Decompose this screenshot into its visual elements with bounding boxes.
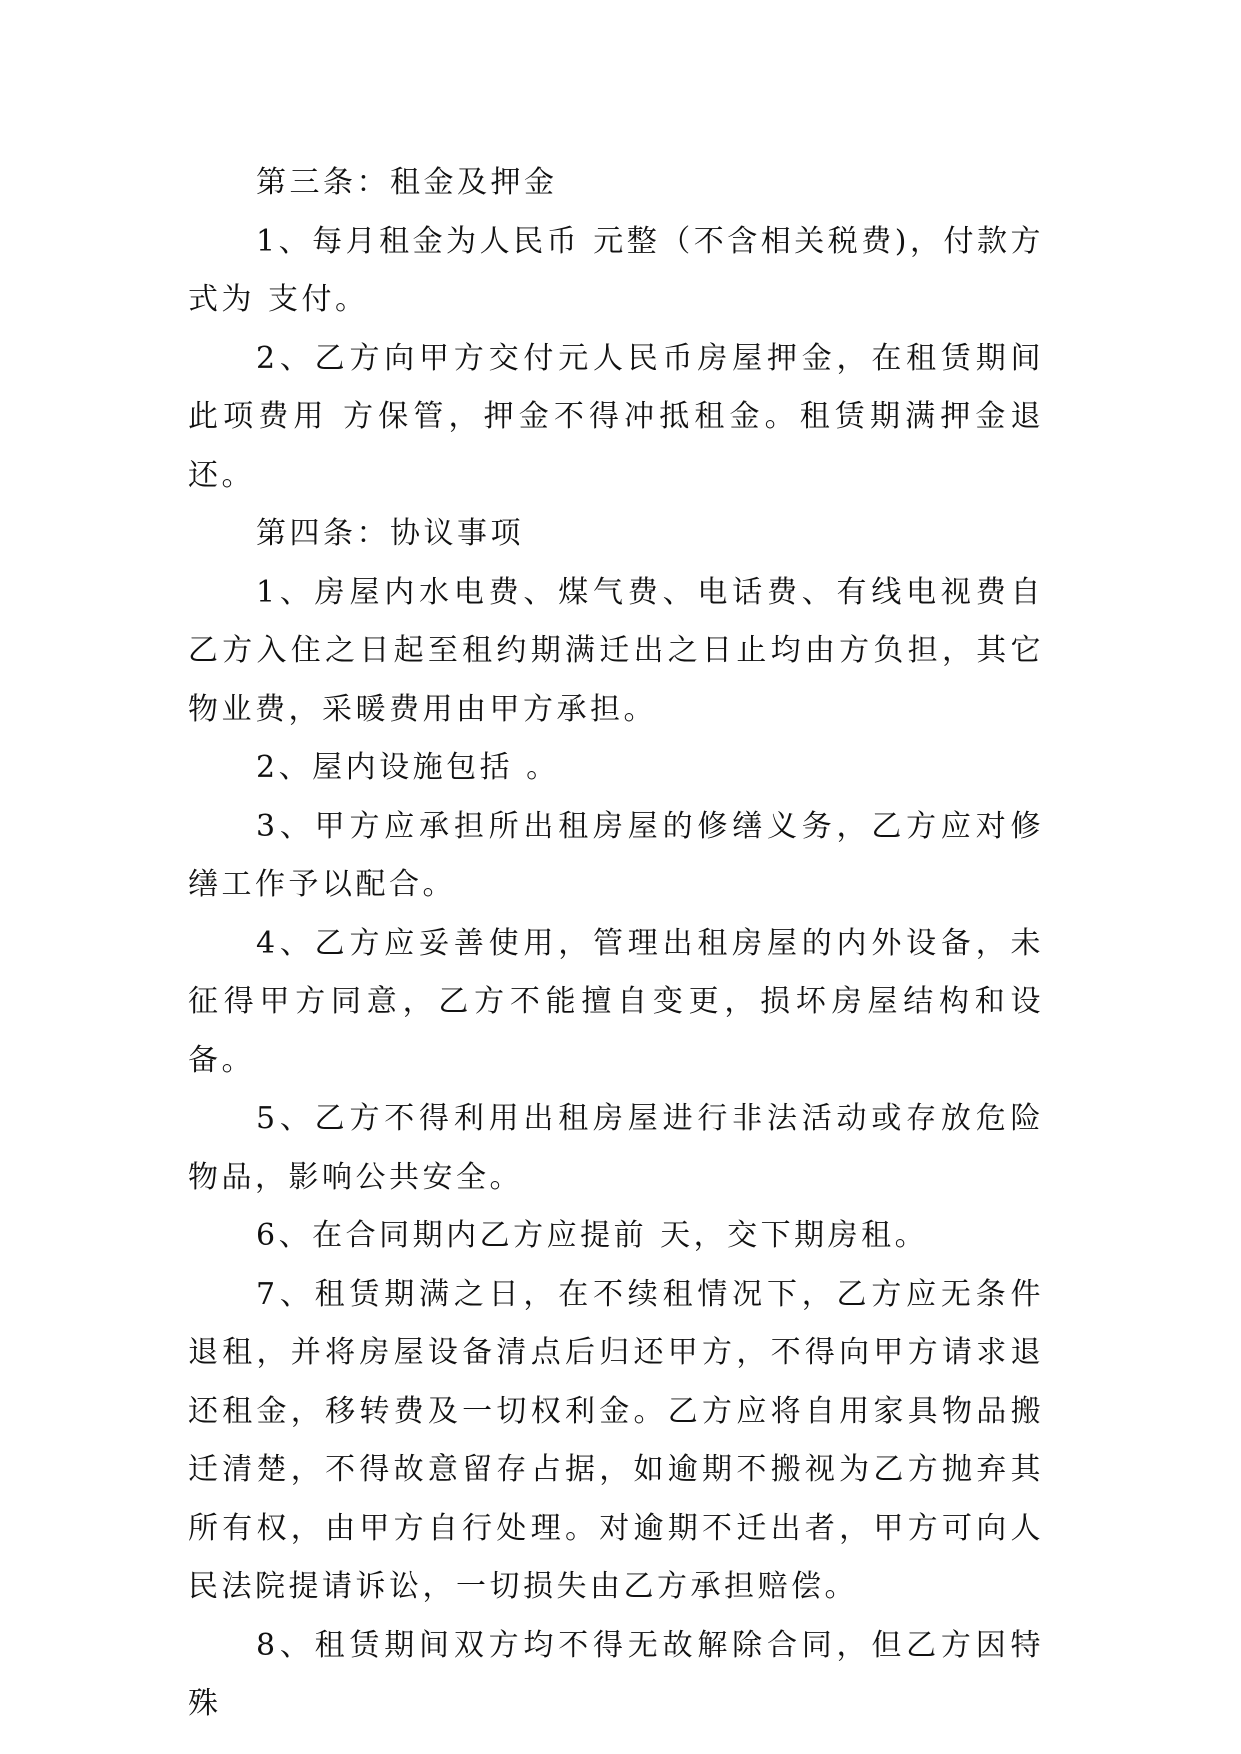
- article-4-clause-4: 4、乙方应妥善使用，管理出租房屋的内外设备，未征得甲方同意，乙方不能擅自变更，损坏房屋结构和设备。: [188, 925, 1044, 1078]
- article-4-clause-8: 8、租赁期间双方均不得无故解除合同，但乙方因特殊: [188, 1627, 1044, 1721]
- article-4-clause-2: 2、屋内设施包括 。: [256, 750, 560, 785]
- article-4-clause-3: 3、甲方应承担所出租房屋的修缮义务，乙方应对修缮工作予以配合。: [188, 808, 1044, 902]
- article-4-clause-6: 6、在合同期内乙方应提前 天，交下期房租。: [256, 1218, 929, 1253]
- document-body: [188, 154, 1044, 1734]
- article-4-clause-7: 7、租赁期满之日，在不续租情况下，乙方应无条件退租，并将房屋设备清点后归还甲方，不得向甲方请求退还租金，移转费及一切权利金。乙方应将自用家具物品搬迁清楚，不得故意留存占据，如逾期不搬视为乙方抛弃其所有权，由甲方自行处理。对逾期不迁出者，甲方可向人民法院提请诉讼，一切损失由乙方承担赔偿。: [188, 1276, 1044, 1604]
- article-4-clause-1: 1、房屋内水电费、煤气费、电话费、有线电视费自乙方入住之日起至租约期满迁出之日止均由方负担，其它物业费，采暖费用由甲方承担。: [188, 574, 1044, 727]
- article-4-heading: 第四条：协议事项: [256, 516, 524, 551]
- article-3-clause-2: 2、乙方向甲方交付元人民币房屋押金，在租赁期间此项费用 方保管，押金不得冲抵租金。租赁期满押金退还。: [188, 340, 1044, 493]
- article-4-clause-5: 5、乙方不得利用出租房屋进行非法活动或存放危险物品，影响公共安全。: [188, 1101, 1044, 1195]
- article-3-heading: 第三条：租金及押金: [256, 165, 558, 200]
- article-3-clause-1: 1、每月租金为人民币 元整（不含相关税费)，付款方式为 支付。: [188, 223, 1044, 317]
